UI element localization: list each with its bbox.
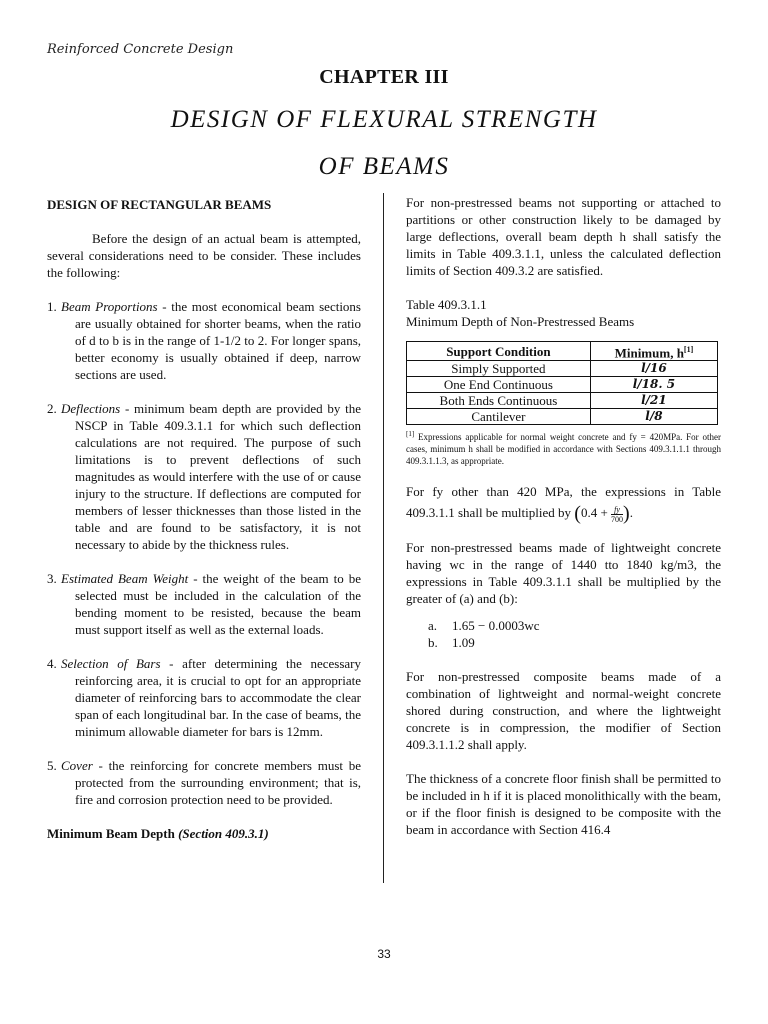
chapter-title-line-2: OF BEAMS [318, 153, 450, 180]
min-depth-cell: l/18. 5 [590, 377, 717, 393]
item-number: 5. [47, 758, 57, 773]
table-label: Table 409.3.1.1 [406, 297, 487, 312]
depth-requirement-paragraph: For non-prestressed beams not supporting or attached to partitions or other construction likely to be damaged by large deflections, overall beam depth h shall satisfy the limits in Table 409.3.1.1, unless the calculated deflection limits of Section 409.3.2 are satisfied. [406, 195, 721, 278]
item-number: 1. [47, 299, 57, 314]
footnote-mark: [1] [406, 430, 415, 439]
list-expression: 1.65 − 0.0003wc [452, 617, 540, 633]
item-number: 4. [47, 656, 57, 671]
item-text: - the weight of the beam to be selected must be included in the calculation of the bending moment to be resisted, because the beam must support itself as well as the external loads. [75, 571, 361, 637]
item-term: Deflections [61, 401, 121, 416]
table-header-row [407, 342, 718, 361]
floor-finish-paragraph: The thickness of a concrete floor finish shall be permitted to be included in h if it is placed monolithically with the beam, or if the floor finish is designed to be composite with the beam in accordance with Section 416.4 [406, 770, 721, 837]
list-item [47, 570, 361, 638]
item-term: Cover [61, 758, 93, 773]
table-row [407, 393, 718, 409]
item-number: 3. [47, 571, 57, 586]
table-footnote [406, 428, 721, 467]
modifier-list [428, 617, 721, 651]
open-paren: ( [574, 502, 581, 525]
fy-frac-denominator: 700 [611, 514, 624, 524]
support-condition-cell: One End Continuous [407, 377, 591, 393]
intro-paragraph: Before the design of an actual beam is attempted, several considerations need to be consider. These includes the following: [47, 231, 361, 280]
column-divider [383, 193, 384, 883]
item-term: Estimated Beam Weight [61, 571, 189, 586]
table-row [407, 409, 718, 425]
list-item [47, 757, 361, 808]
close-paren: ) [623, 502, 630, 525]
fy-fraction [611, 505, 623, 524]
support-condition-cell: Simply Supported [407, 361, 591, 377]
fy-modifier-text: For fy other than 420 MPa, the expressions in Table 409.3.1.1 shall be multiplied by [406, 484, 721, 521]
item-number: 2. [47, 401, 57, 416]
chapter-label: CHAPTER III [319, 66, 449, 88]
list-expression: 1.09 [452, 634, 475, 650]
list-item [47, 655, 361, 740]
item-text: - minimum beam depth are provided by the NSCP in Table 409.3.1.1 for which such deflection calculations are not required. The purpose of such limitations is to prevent deflections of such magnitudes as would interfere with the use of or cause injury to the structure. If deflections are computed for members of lesser thicknesses than those listed in the table and are found to be satisfactory, it is not necessary to abide by the thickness rules. [75, 401, 361, 552]
list-label: b. [428, 634, 438, 650]
list-label: a. [428, 617, 438, 633]
min-depth-heading [47, 825, 361, 842]
item-term: Beam Proportions [61, 299, 158, 314]
min-depth-cell: l/21 [590, 393, 717, 409]
support-condition-cell: Cantilever [407, 409, 591, 425]
min-depth-table [406, 341, 718, 425]
item-text: - the most economical beam sections are usually obtained for shorter beams, when the ratio of d to b is in the range of 1-1/2 to 2. For longer spans, better economy is usually obtained if deep, narrow sections are used. [75, 299, 361, 382]
min-depth-cell: l/16 [590, 361, 717, 377]
running-head: Reinforced Concrete Design [47, 42, 234, 57]
section-heading: DESIGN OF RECTANGULAR BEAMS [47, 197, 272, 212]
left-column [47, 196, 361, 842]
list-item [428, 617, 721, 634]
min-depth-section-ref: (Section 409.3.1) [178, 826, 269, 841]
table-row [407, 361, 718, 377]
support-condition-cell: Both Ends Continuous [407, 393, 591, 409]
fy-frac-numerator: fy [611, 505, 623, 515]
chapter-title-line-1: DESIGN OF FLEXURAL STRENGTH [170, 106, 598, 133]
page-number: 33 [377, 947, 391, 961]
composite-paragraph: For non-prestressed composite beams made of a combination of lightweight and normal-weight concrete shored during construction, and where the lightweight concrete is in compression, the modifier of Section 409.3.1.1.2 shall apply. [406, 668, 721, 752]
item-text: - after determining the necessary reinforcing area, it is crucial to opt for an appropriate diameter of reinforcing bars to accommodate the clear span of each longitudinal bar. In the case of beams, the minimum allowable diameter for bars is 12mm. [75, 656, 361, 739]
table-row [407, 377, 718, 393]
min-depth-title: Minimum Beam Depth [47, 826, 175, 841]
item-text: - the reinforcing for concrete members must be protected from the surrounding environment; that is, fire and corrosion protection need to be provided. [75, 758, 361, 807]
list-item [47, 400, 361, 553]
header-support-condition: Support Condition [407, 342, 591, 361]
header-footnote-mark: [1] [683, 345, 694, 354]
min-depth-cell: l/8 [590, 409, 717, 425]
header-minimum-h [590, 342, 717, 361]
footnote-text: Expressions applicable for normal weight concrete and fy = 420MPa. For other cases, minimum h shall be modified in accordance with Sections 409.3.1.1.1 through 409.3.1.1.3, as appropriate. [406, 432, 722, 467]
list-item [428, 634, 721, 651]
list-item [47, 298, 361, 383]
fy-modifier-paragraph: For fy other than 420 MPa, the expressions in Table 409.3.1.1 shall be multiplied by (0.4 + $\frac{fy}{700}$ ). [406, 484, 721, 525]
right-column [406, 194, 721, 838]
fy-expr-constant: 0.4 + [580, 505, 608, 521]
table-caption: Minimum Depth of Non-Prestressed Beams [406, 314, 635, 329]
header-minimum-text: Minimum, h [614, 345, 684, 361]
lightweight-paragraph: For non-prestressed beams made of lightweight concrete having wc in the range of 1440 tto 1840 kg/m3, the expressions in Table 409.3.1.1 shall be multiplied by the greater of (a) and (b): [406, 539, 721, 606]
item-term: Selection of Bars [61, 656, 161, 671]
